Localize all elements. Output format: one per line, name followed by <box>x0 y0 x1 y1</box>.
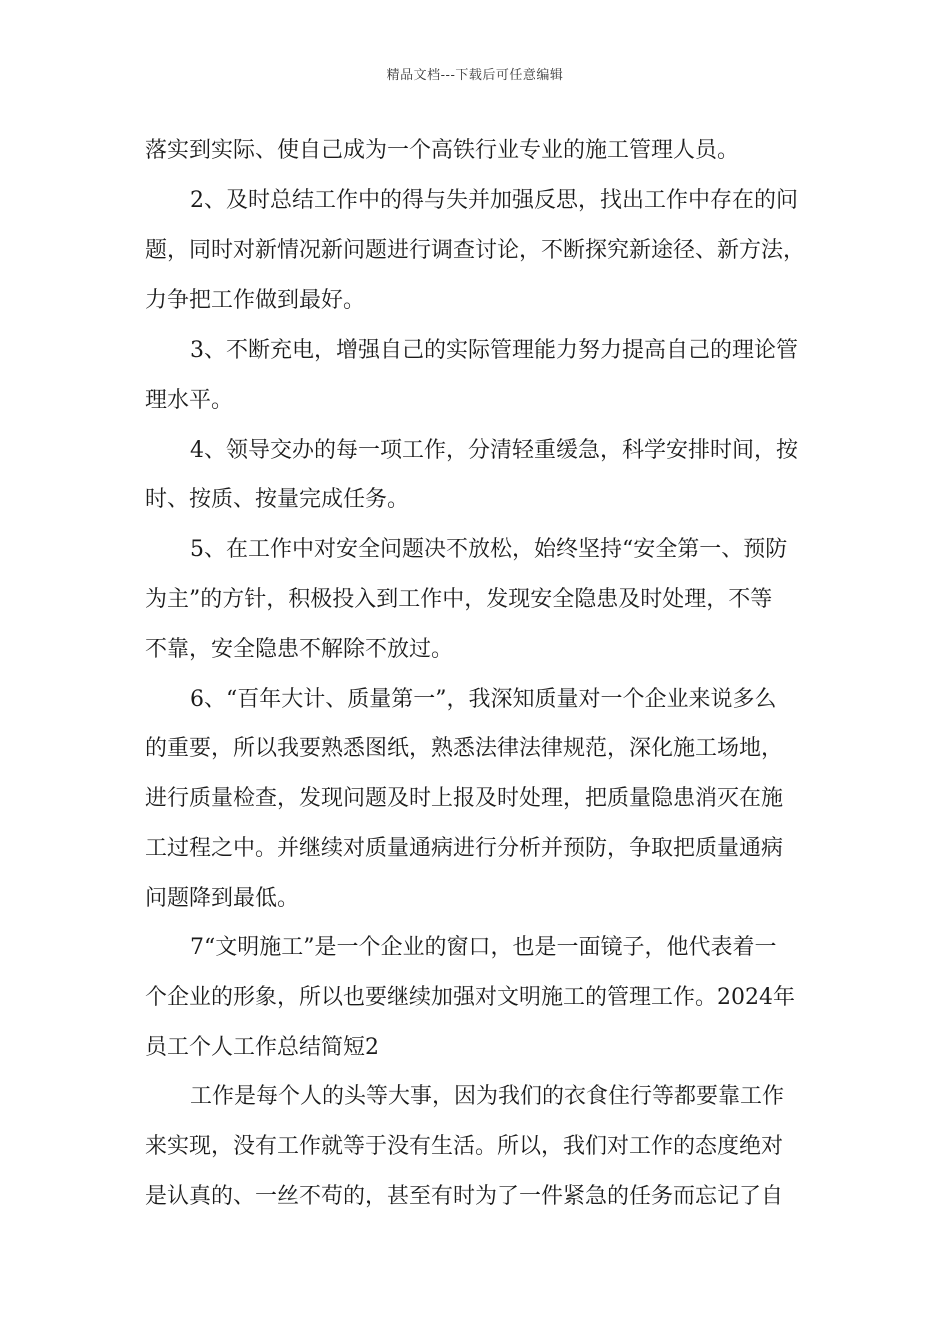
page-header: 精品文档---下载后可任意编辑 <box>386 68 564 83</box>
text-line: 不靠，安全隐患不解除不放过。 <box>145 637 454 662</box>
text-line: 进行质量检查，发现问题及时上报及时处理，把质量隐患消灭在施 <box>145 786 784 811</box>
text-line: 4、领导交办的每一项工作，分清轻重缓急，科学安排时间，按 <box>190 438 798 463</box>
text-line: 3、不断充电，增强自己的实际管理能力努力提高自己的理论管 <box>190 338 798 363</box>
text-line: 工作是每个人的头等大事，因为我们的衣食住行等都要靠工作 <box>190 1084 785 1109</box>
text-line: 题，同时对新情况新问题进行调查讨论，不断探究新途径、新方法， <box>145 238 806 263</box>
text-line: 力争把工作做到最好。 <box>145 288 366 313</box>
text-line: 理水平。 <box>145 388 234 413</box>
text-line: 工过程之中。并继续对质量通病进行分析并预防，争取把质量通病 <box>145 836 784 861</box>
text-line: 5、在工作中对安全问题决不放松，始终坚持“安全第一、预防 <box>190 537 788 562</box>
text-line: 时、按质、按量完成任务。 <box>145 487 410 512</box>
text-line: 来实现，没有工作就等于没有生活。所以，我们对工作的态度绝对 <box>145 1134 784 1159</box>
text-line: 员工个人工作总结简短2 <box>145 1035 379 1060</box>
text-line: 为主”的方针，积极投入到工作中，发现安全隐患及时处理，不等 <box>145 587 773 612</box>
text-line: 个企业的形象，所以也要继续加强对文明施工的管理工作。2024年 <box>145 985 795 1010</box>
text-line: 落实到实际、使自己成为一个高铁行业专业的施工管理人员。 <box>145 138 740 163</box>
text-line: 2、及时总结工作中的得与失并加强反思，找出工作中存在的问 <box>190 188 798 213</box>
text-line: 问题降到最低。 <box>145 886 300 911</box>
text-line: 6、“百年大计、质量第一”，我深知质量对一个企业来说多么 <box>190 687 777 712</box>
text-line: 是认真的、一丝不苟的，甚至有时为了一件紧急的任务而忘记了自 <box>145 1184 784 1209</box>
text-line: 的重要，所以我要熟悉图纸，熟悉法律法律规范，深化施工场地， <box>145 736 784 761</box>
text-line: 7“文明施工”是一个企业的窗口，也是一面镜子，他代表着一 <box>190 935 777 960</box>
